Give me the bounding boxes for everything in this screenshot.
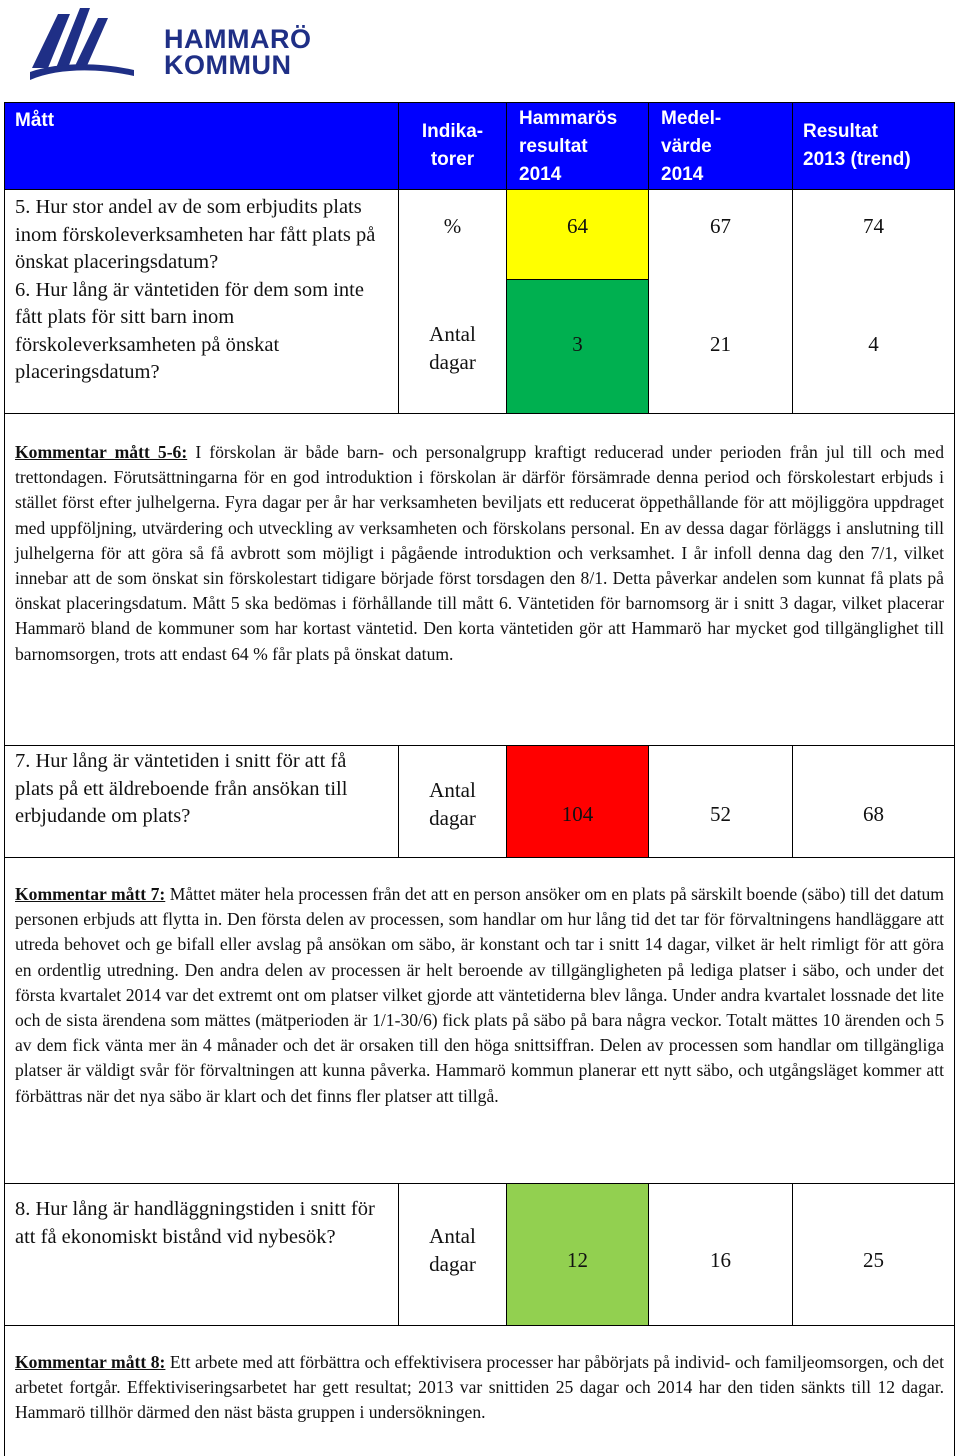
hammaro-result-6: 3 bbox=[507, 280, 649, 414]
hammaro-result-7: 104 bbox=[507, 746, 649, 858]
result-2013-5: 74 bbox=[793, 190, 955, 280]
result-2013-6: 4 bbox=[793, 280, 955, 414]
medel-6: 21 bbox=[649, 280, 793, 414]
comment-row-8 bbox=[5, 1326, 955, 1456]
indicator-5: % bbox=[399, 190, 507, 280]
row-matt-8 bbox=[5, 1184, 955, 1326]
header-indikatorer: Indika- torer bbox=[399, 103, 507, 190]
result-2013-7: 68 bbox=[793, 746, 955, 858]
comment-row-5-6 bbox=[5, 414, 955, 746]
header-matt: Mått bbox=[5, 103, 399, 190]
logo-line1: HAMMARÖ bbox=[164, 24, 312, 54]
logo-line2: KOMMUN bbox=[164, 50, 292, 80]
indicator-7: Antal dagar bbox=[399, 746, 507, 858]
comment-7-label: Kommentar mått 7: bbox=[15, 884, 166, 904]
indicator-8: Antal dagar bbox=[399, 1184, 507, 1326]
question-7: 7. Hur lång är väntetiden i snitt för att få plats på ett äldreboende från ansökan till erbjudande om plats? bbox=[5, 746, 399, 858]
comment-7-text: Måttet mäter hela processen från det att en person ansöker om en plats på särskilt boende (säbo) till det datum personen erbjuds att flytta in. Den första delen av processen, som handlar om hur lång tid det tar för förvaltningens handläggare att utreda behovet och ge bifall eller avslag på ansökan om säbo, är konstant och tar i snitt 14 dagar, vilket är helt rimligt för att göra en ordentlig utredning. Den andra delen av processen är helt beroende av tillgängligheten på lediga platser i säbo, och under det första kvartalet 2014 var det extremt ont om platser vilket gjorde att väntetiderna blev långa. Under andra kvartalet lossnade det lite och de sista ärendena som mättes (mätperioden är 1/1-30/6) fick plats på säbo på bara några veckor. Totalt mättes 10 ärenden och 5 av dem fick vänta mer än 4 månader och det är orsaken till den höga snittsiffran. Delen av processen som handlar om tillgängliga platser är väldigt svår för förvaltningen att kunna påverka. Hammarö kommun planerar ett nytt säbo, och utgångsläget kommer att förbättras när det nya säbo är klart och det finns fler platser att tillgå. bbox=[15, 884, 944, 1106]
comment-8-text: Ett arbete med att förbättra och effektivisera processer har påbörjats på individ- och familjeomsorgen, och det arbetet fortgår. Effektiviseringsarbetet har gett resultat; 2013 var snittiden 25 dagar och 2014 har den tiden sänkts till 12 dagar. Hammarö tillhör därmed den näst bästa gruppen i undersökningen. bbox=[15, 1352, 944, 1423]
comment-7 bbox=[5, 858, 955, 1184]
measures-table bbox=[4, 102, 955, 1456]
comment-5-6 bbox=[5, 414, 955, 746]
medel-7: 52 bbox=[649, 746, 793, 858]
indicator-6: Antal dagar bbox=[399, 280, 507, 414]
question-5-6 bbox=[5, 190, 399, 414]
comment-row-7 bbox=[5, 858, 955, 1184]
header-medelvarde: Medel- värde 2014 bbox=[649, 103, 793, 190]
hammaro-logo bbox=[28, 4, 312, 90]
header-row bbox=[5, 103, 955, 190]
comment-5-6-text: I förskolan är både barn- och personalgrupp kraftigt reducerad under perioden från jul till och med trettondagen. Förutsättningarna för en god introduktion i förskolan är därför försämrade denna period och förskolestart erbjuds i stället först efter julhelgerna. Fyra dagar per år har verksamheten beviljats ett reducerat öppethållande för att möjliggöra uppdraget med uppföljning, utvärdering och utveckling av verksamheten och förskolans personal. En av dessa dagar förläggs i anslutning till julhelgerna för att göra så få avbrott som möjligt i pågående introduktion och verksamhet. I år infoll denna dag den 7/1, vilket innebar att de som önskat sin förskolestart tidigare började först torsdagen den 8/1. Detta påverkar andelen som kunnat få plats på önskat placeringsdatum. Mått 5 ska bedömas i förhållande till mått 6. Väntetiden för barnomsorg är i snitt 3 dagar, vilket placerar Hammarö bland de kommuner som har kortast väntetid. Den korta väntetiden gör att Hammarö har mycket god tillgänglighet till barnomsorgen, trots att endast 64 % får plats på önskat datum. bbox=[15, 442, 945, 664]
logo-wordmark bbox=[164, 26, 311, 78]
row-matt-7 bbox=[5, 746, 955, 858]
comment-8-label: Kommentar mått 8: bbox=[15, 1352, 166, 1372]
hammaro-emblem-icon bbox=[28, 4, 138, 90]
question-8: 8. Hur lång är handläggningstiden i snitt för att få ekonomiskt bistånd vid nybesök? bbox=[5, 1184, 399, 1326]
question-5: 5. Hur stor andel av de som erbjudits plats inom förskoleverksamheten har fått plats på önskat placeringsdatum? bbox=[15, 196, 376, 273]
header-hammaro: Hammarös resultat 2014 bbox=[507, 103, 649, 190]
header-resultat-2013: Resultat 2013 (trend) bbox=[793, 103, 955, 190]
comment-5-6-label: Kommentar mått 5-6: bbox=[15, 442, 188, 462]
comment-8 bbox=[5, 1326, 955, 1456]
medel-8: 16 bbox=[649, 1184, 793, 1326]
result-2013-8: 25 bbox=[793, 1184, 955, 1326]
question-6: 6. Hur lång är väntetiden för dem som inte fått plats för sitt barn inom förskoleverksamheten på önskat placeringsdatum? bbox=[15, 278, 364, 383]
row-matt-5 bbox=[5, 190, 955, 280]
medel-5: 67 bbox=[649, 190, 793, 280]
hammaro-result-5: 64 bbox=[507, 190, 649, 280]
hammaro-result-8: 12 bbox=[507, 1184, 649, 1326]
